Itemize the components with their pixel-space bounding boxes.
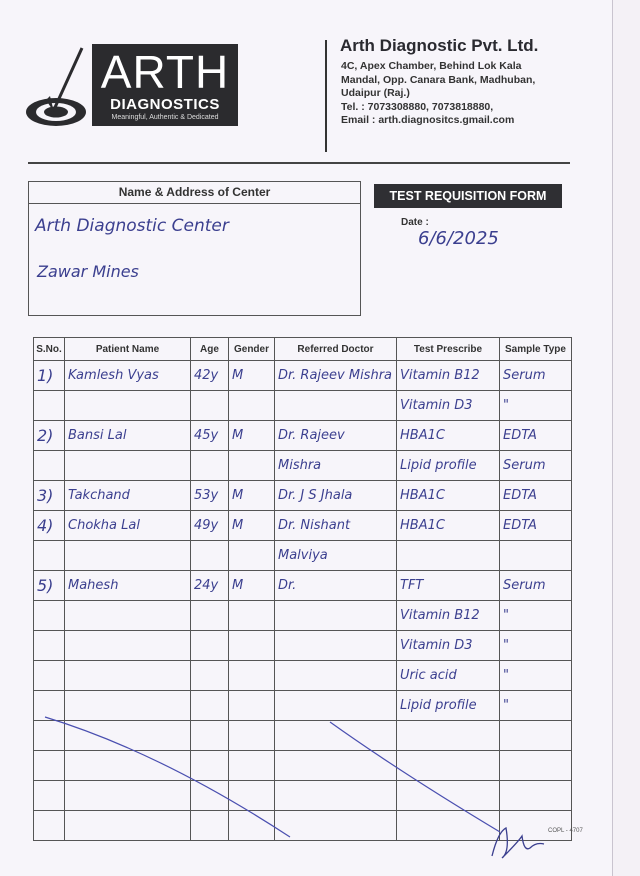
cell-age-value: 45y [194,428,219,443]
cell-test [397,481,500,511]
cell-age-value: 49y [194,518,219,533]
cell-sno [34,631,65,661]
cell-test-value: HBA1C [400,428,445,443]
cell-referred-doctor [275,601,397,631]
cell-test [397,541,500,571]
date-value: 6/6/2025 [418,228,499,249]
email-line: Email : arth.diagnositcs.gmail.com [341,114,515,126]
cell-sample-type [500,631,572,661]
cell-referred-doctor-value: Dr. Rajeev [278,428,345,443]
cell-patient-name [65,661,191,691]
cell-referred-doctor-value: Dr. Rajeev Mishra [278,368,393,383]
cell-patient-name-value: Bansi Lal [68,428,127,443]
cell-patient-name [65,631,191,661]
company-name: Arth Diagnostic Pvt. Ltd. [340,36,539,55]
cell-sample-type [500,601,572,631]
cell-sno [34,601,65,631]
cell-sample-type [500,481,572,511]
cell-test [397,601,500,631]
cell-age [191,541,229,571]
cell-test [397,661,500,691]
cell-gender [229,481,275,511]
cell-patient-name [65,811,191,841]
cell-gender [229,511,275,541]
cell-sample-type [500,751,572,781]
cell-test-value: HBA1C [400,488,445,503]
cell-sno [34,451,65,481]
cell-sample-type-value: " [503,608,509,623]
cell-referred-doctor [275,481,397,511]
cell-sno [34,421,65,451]
cell-sample-type [500,451,572,481]
cell-sample-type-value: Serum [503,458,546,473]
target-icon [22,40,94,132]
cell-age [191,361,229,391]
cell-patient-name-value: Kamlesh Vyas [68,368,159,383]
cell-referred-doctor [275,661,397,691]
cell-sno-value: 1) [37,366,54,385]
cell-test [397,811,500,841]
cell-referred-doctor [275,391,397,421]
table-row [34,631,572,661]
cell-sample-type [500,661,572,691]
cell-age [191,721,229,751]
center-address-box [28,181,361,316]
cell-sample-type [500,571,572,601]
cell-referred-doctor-value: Mishra [278,458,322,473]
cell-patient-name [65,691,191,721]
cell-age [191,601,229,631]
cell-gender-value: M [232,428,244,443]
cell-test [397,781,500,811]
cell-sample-type [500,781,572,811]
cell-patient-name [65,571,191,601]
cell-gender [229,691,275,721]
cell-test-value: Lipid profile [400,458,477,473]
cell-sample-type-value: EDTA [503,518,537,533]
cell-referred-doctor-value: Dr. [278,578,297,593]
address-line: Mandal, Opp. Canara Bank, Madhuban, [341,73,536,86]
cell-test-value: Vitamin D3 [400,638,473,653]
cell-patient-name-value: Mahesh [68,578,119,593]
cell-gender-value: M [232,488,244,503]
cell-referred-doctor [275,631,397,661]
cell-patient-name [65,721,191,751]
cell-gender [229,421,275,451]
cell-gender [229,811,275,841]
cell-age [191,781,229,811]
cell-age [191,391,229,421]
cell-sample-type-value: " [503,668,509,683]
table-row [34,511,572,541]
cell-age [191,691,229,721]
table-row [34,601,572,631]
cell-patient-name [65,541,191,571]
cell-patient-name [65,421,191,451]
cell-test-value: Lipid profile [400,698,477,713]
table-row [34,361,572,391]
cell-referred-doctor [275,721,397,751]
table-row [34,571,572,601]
cell-patient-name [65,451,191,481]
center-name-handwritten: Arth Diagnostic Center [35,216,229,236]
cell-sno [34,511,65,541]
cell-age-value: 53y [194,488,219,503]
cell-sample-type-value: EDTA [503,488,537,503]
table-row [34,721,572,751]
col-sample-type: Sample Type [500,338,572,361]
cell-sno [34,541,65,571]
cell-patient-name [65,391,191,421]
cell-age [191,451,229,481]
cell-test-value: Vitamin B12 [400,608,480,623]
cell-gender [229,661,275,691]
cell-patient-name [65,481,191,511]
cell-age-value: 42y [194,368,219,383]
cell-sample-type-value: EDTA [503,428,537,443]
cell-gender [229,751,275,781]
cell-test [397,361,500,391]
cell-gender [229,361,275,391]
cell-test-value: Uric acid [400,668,457,683]
cell-age-value: 24y [194,578,219,593]
address-line: Udaipur (Raj.) [341,87,410,99]
cell-sno [34,781,65,811]
cell-referred-doctor [275,511,397,541]
logo-tagline: Meaningful, Authentic & Dedicated [111,114,219,121]
cell-gender-value: M [232,518,244,533]
cell-test-value: TFT [400,578,424,593]
table-body [34,361,572,841]
cell-sample-type [500,361,572,391]
phone-line: Tel. : 7073308880, 7073818880, [341,100,494,113]
cell-patient-name [65,781,191,811]
cell-sample-type [500,511,572,541]
cell-referred-doctor [275,571,397,601]
cell-age [191,481,229,511]
center-place-handwritten: Zawar Mines [37,262,139,281]
cell-referred-doctor [275,691,397,721]
cell-sample-type-value: Serum [503,578,546,593]
cell-sno [34,361,65,391]
cell-age [191,571,229,601]
cell-referred-doctor [275,421,397,451]
cell-test [397,391,500,421]
logo-brand: ARTH [100,46,230,98]
cell-sno [34,691,65,721]
table-row [34,391,572,421]
cell-gender [229,601,275,631]
test-table [33,337,572,841]
col-gender: Gender [229,338,275,361]
table-row [34,481,572,511]
cell-age [191,661,229,691]
table-row [34,421,572,451]
cell-referred-doctor-value: Dr. Nishant [278,518,351,533]
cell-age [191,811,229,841]
cell-gender [229,571,275,601]
table-row [34,541,572,571]
signature [488,822,548,862]
cell-sno-value: 2) [37,426,54,445]
cell-sno [34,811,65,841]
cell-sno [34,661,65,691]
cell-gender [229,451,275,481]
logo-wordmark [92,44,238,126]
cell-referred-doctor [275,781,397,811]
cell-patient-name [65,361,191,391]
cell-test [397,721,500,751]
cell-sno-value: 5) [37,576,54,595]
cell-sample-type [500,421,572,451]
cell-test-value: HBA1C [400,518,445,533]
cell-age [191,421,229,451]
cell-referred-doctor [275,451,397,481]
cell-gender-value: M [232,368,244,383]
table-row [34,751,572,781]
cell-test [397,691,500,721]
table-row [34,781,572,811]
cell-referred-doctor-value: Dr. J S Jhala [278,488,353,503]
cell-sample-type [500,721,572,751]
cell-sno [34,721,65,751]
form-code: COPL - 4707 [548,828,583,834]
cell-test-value: Vitamin B12 [400,368,480,383]
header-divider [325,40,327,152]
cell-patient-name [65,511,191,541]
col-patient-name: Patient Name [65,338,191,361]
cell-test-value: Vitamin D3 [400,398,473,413]
cell-sno [34,571,65,601]
cell-test [397,511,500,541]
cell-patient-name [65,601,191,631]
cell-sample-type-value: " [503,698,509,713]
cell-referred-doctor-value: Malviya [278,548,328,563]
col-age: Age [191,338,229,361]
col-test-prescribe: Test Prescribe [397,338,500,361]
cell-age [191,511,229,541]
cell-referred-doctor [275,541,397,571]
table-row [34,451,572,481]
cell-referred-doctor [275,811,397,841]
date-label: Date : [401,217,429,228]
cell-age [191,751,229,781]
cell-referred-doctor [275,751,397,781]
cell-sample-type-value: " [503,398,509,413]
cell-referred-doctor [275,361,397,391]
header-rule [28,162,570,164]
cell-sample-type [500,691,572,721]
form-title: TEST REQUISITION FORM [374,184,562,208]
cell-test [397,571,500,601]
cell-sno-value: 4) [37,516,54,535]
cell-test [397,631,500,661]
cell-test [397,751,500,781]
cell-sample-type-value: Serum [503,368,546,383]
arth-logo [22,40,242,135]
center-heading: Name & Address of Center [29,182,360,204]
cell-gender [229,391,275,421]
cell-gender [229,721,275,751]
cell-test [397,451,500,481]
cell-sno [34,751,65,781]
cell-sample-type [500,391,572,421]
cell-age [191,631,229,661]
company-address [341,60,581,128]
cell-sno-value: 3) [37,486,54,505]
cell-sample-type-value: " [503,638,509,653]
col-sno: S.No. [34,338,65,361]
address-line: 4C, Apex Chamber, Behind Lok Kala [341,60,522,72]
cell-patient-name-value: Chokha Lal [68,518,140,533]
cell-patient-name-value: Takchand [68,488,130,503]
cell-gender [229,781,275,811]
cell-gender-value: M [232,578,244,593]
col-referred-doctor: Referred Doctor [275,338,397,361]
table-header-row [34,338,572,361]
cell-patient-name [65,751,191,781]
table-row [34,691,572,721]
cell-sample-type [500,541,572,571]
table-row [34,661,572,691]
cell-sno [34,391,65,421]
cell-sno [34,481,65,511]
cell-gender [229,541,275,571]
cell-gender [229,631,275,661]
logo-sub: DIAGNOSTICS [110,96,220,113]
cell-test [397,421,500,451]
